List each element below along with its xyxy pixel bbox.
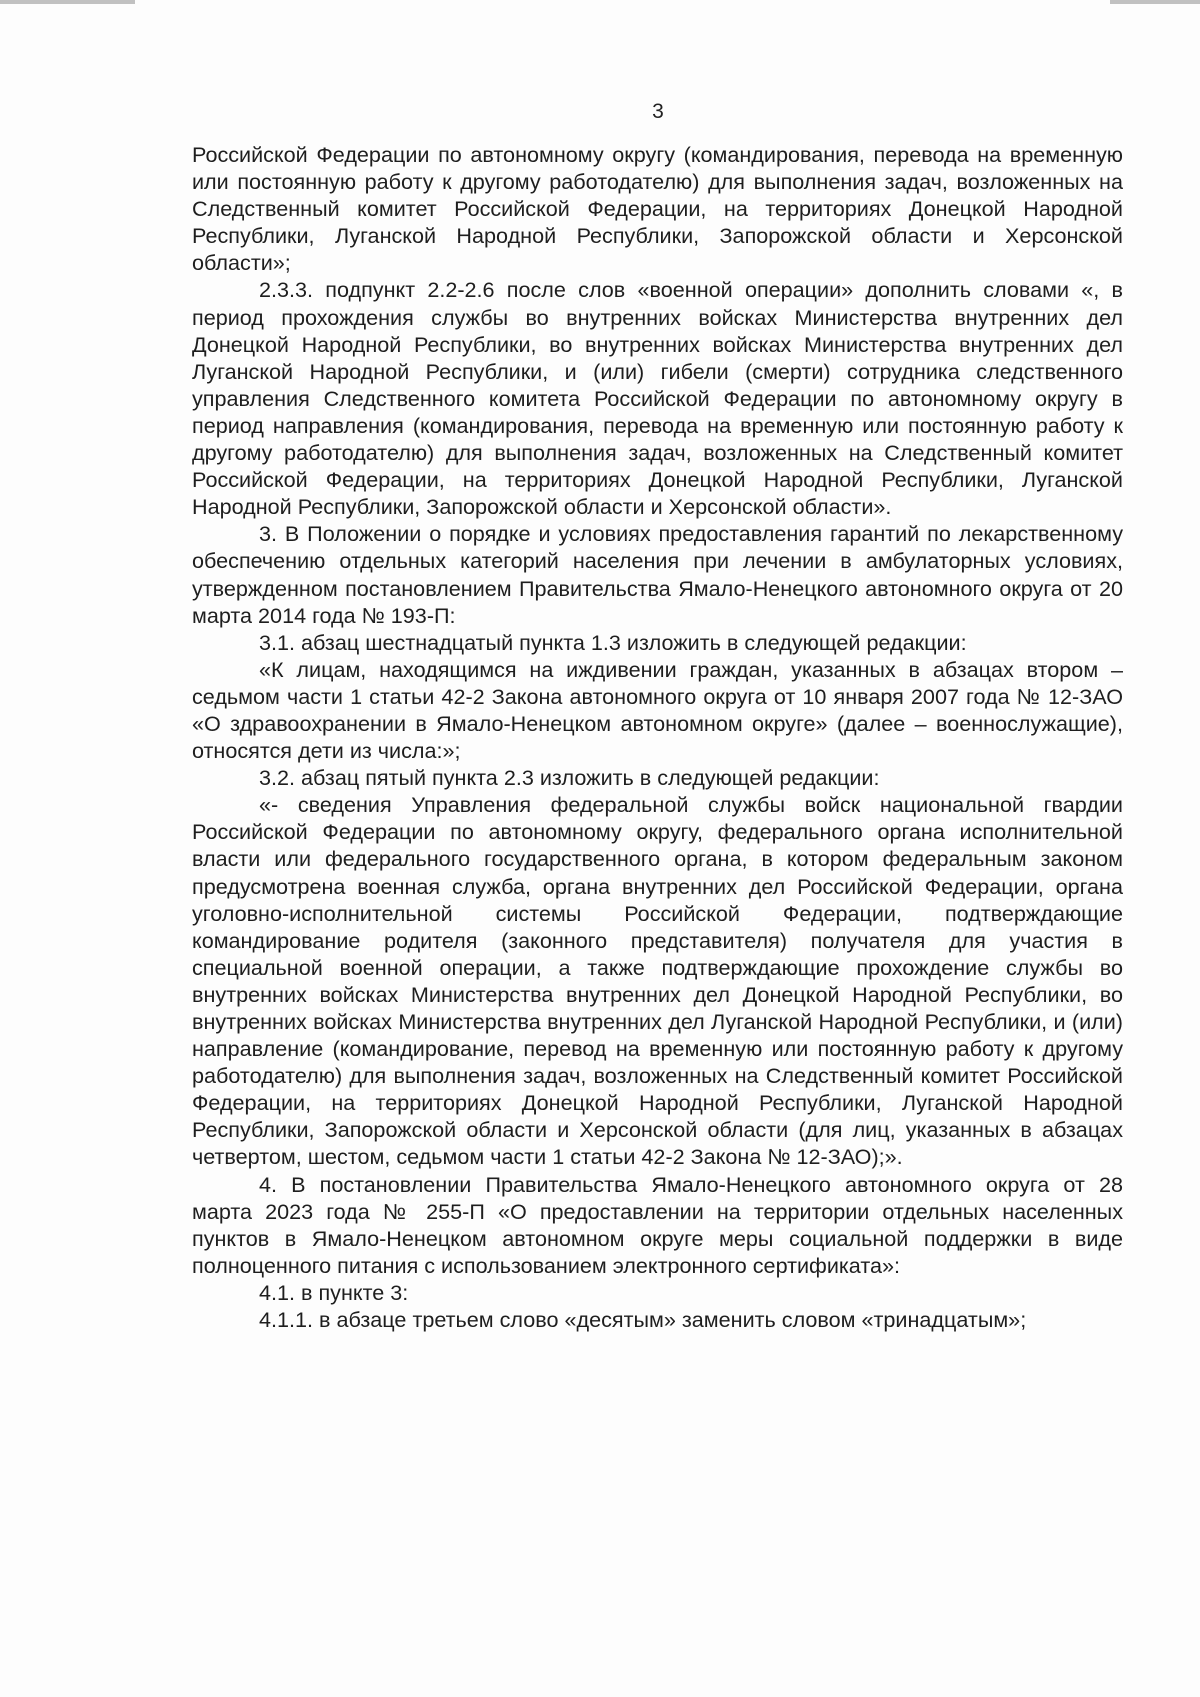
paragraph: 3.1. абзац шестнадцатый пункта 1.3 изложить в следующей редакции: bbox=[259, 629, 967, 655]
scan-artifact bbox=[0, 0, 135, 4]
paragraph: 3. В Положении о порядке и условиях предоставления гарантий по лекарственному обеспечению отдельных категорий населения при лечении в амбулаторных условиях, утвержденном постановлением Правительства Ямало-Ненецкого автономного округа от 20 марта 2014 года № 193-П: bbox=[192, 521, 1123, 628]
scan-artifact bbox=[1110, 0, 1200, 4]
page-number: 3 bbox=[652, 100, 664, 123]
paragraph: 4. В постановлении Правительства Ямало-Ненецкого автономного округа от 28 марта 2023 года № 255-П «О предоставлении на территории отдельных населенных пунктов в Ямало-Ненецком автономном округе меры социальной поддержки в виде полноценного питания с использованием электронного сертификата»: bbox=[192, 1171, 1123, 1278]
paragraph: 3.2. абзац пятый пункта 2.3 изложить в следующей редакции: bbox=[259, 765, 880, 791]
paragraph: «- сведения Управления федеральной службы войск национальной гвардии Российской Федерации по автономному округу, федерального органа исполнительной власти или федерального государственного органа, в котором федеральным законом предусмотрена военная служба, органа внутренних дел Российской Федерации, органа уголовно-исполнительной системы Российской Федерации, подтверждающие командирование родителя (законного представителя) получателя для участия в специальной военной операции, а также подтверждающие прохождение службы во внутренних войсках Министерства внутренних дел Донецкой Народной Республики, во внутренних войсках Министерства внутренних дел Луганской Народной Республики, и (или) направление (командирование, перевод на временную или постоянную работу к другому работодателю) для выполнения задач, возложенных на Следственный комитет Российской Федерации, на территориях Донецкой Народной Республики, Луганской Народной Республики, Запорожской области и Херсонской области (для лиц, указанных в абзацах четвертом, шестом, седьмом части 1 статьи 42-2 Закона № 12-ЗАО);». bbox=[192, 792, 1123, 1170]
paragraph: 4.1.1. в абзаце третьем слово «десятым» заменить словом «тринадцатым»; bbox=[259, 1307, 1027, 1333]
paragraph: 4.1. в пункте 3: bbox=[259, 1279, 409, 1305]
paragraph: 2.3.3. подпункт 2.2-2.6 после слов «военной операции» дополнить словами «, в период прохождения службы во внутренних войсках Министерства внутренних дел Донецкой Народной Республики, во внутренних войсках Министерства внутренних дел Луганской Народной Республики, и (или) гибели (смерти) сотрудника следственного управления Следственного комитета Российской Федерации по автономному округу в период направления (командирования, перевода на временную или постоянную работу к другому работодателю) для выполнения задач, возложенных на Следственный комитет Российской Федерации, на территориях Донецкой Народной Республики, Луганской Народной Республики, Запорожской области и Херсонской области». bbox=[192, 277, 1123, 520]
paragraph: Российской Федерации по автономному округу (командирования, перевода на временную или постоянную работу к другому работодателю) для выполнения задач, возложенных на Следственный комитет Российской Федерации, на территориях Донецкой Народной Республики, Луганской Народной Республики, Запорожской области и Херсонской области»; bbox=[192, 142, 1123, 276]
document-body bbox=[192, 141, 1123, 1333]
paragraph: «К лицам, находящимся на иждивении граждан, указанных в абзацах втором – седьмом части 1 статьи 42-2 Закона автономного округа от 10 января 2007 года № 12-ЗАО «О здравоохранении в Ямало-Ненецком автономном округе» (далее – военнослужащие), относятся дети из числа:»; bbox=[192, 656, 1123, 764]
